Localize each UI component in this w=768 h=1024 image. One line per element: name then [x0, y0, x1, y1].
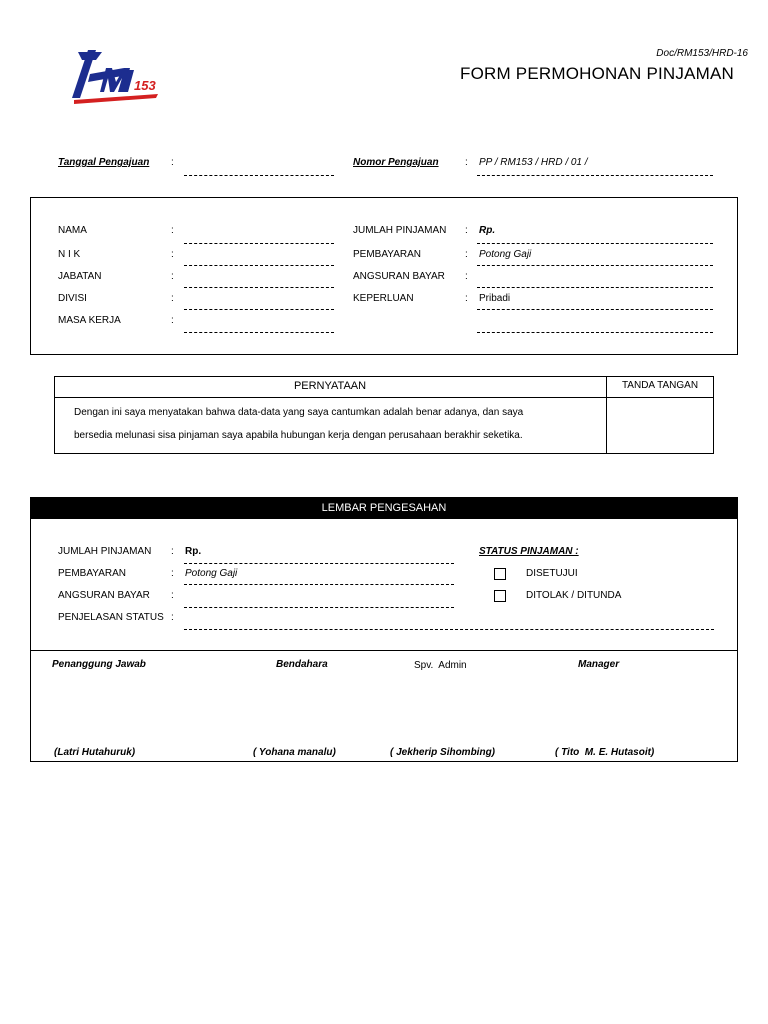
jabatan-field[interactable] — [184, 287, 334, 288]
approval-angsuran-bayar-label: ANGSURAN BAYAR — [58, 590, 150, 601]
pembayaran-value: Potong Gaji — [479, 249, 532, 260]
form-title: FORM PERMOHONAN PINJAMAN — [460, 64, 734, 83]
statement-header-divider — [54, 397, 714, 398]
colon: : — [171, 271, 174, 282]
spv-admin-role: Spv. Admin — [414, 660, 467, 671]
statement-line-1: Dengan ini saya menyatakan bahwa data-data yang saya cantumkan adalah benar adanya, dan saya — [74, 407, 524, 418]
penanggung-jawab-name: (Latri Hutahuruk) — [54, 747, 136, 758]
pembayaran-label: PEMBAYARAN — [353, 249, 421, 260]
penjelasan-status-field[interactable] — [184, 629, 714, 630]
lembar-pengesahan-heading: LEMBAR PENGESAHAN — [30, 497, 738, 519]
nik-label: N I K — [58, 249, 81, 260]
angsuran-bayar-field[interactable] — [477, 287, 713, 288]
divisi-label: DIVISI — [58, 293, 87, 304]
bendahara-role: Bendahara — [276, 659, 328, 670]
tanda-tangan-heading: TANDA TANGAN — [621, 380, 699, 391]
nomor-pengajuan-value: PP / RM153 / HRD / 01 / — [479, 157, 588, 168]
signature-divider — [30, 650, 738, 651]
colon: : — [171, 568, 174, 579]
svg-text:153: 153 — [134, 78, 156, 93]
document-reference: Doc/RM153/HRD-16 — [656, 48, 748, 59]
disetujui-checkbox[interactable] — [494, 568, 506, 580]
angsuran-bayar-label: ANGSURAN BAYAR — [353, 271, 445, 282]
tanggal-pengajuan-label: Tanggal Pengajuan — [58, 157, 150, 168]
colon: : — [171, 546, 174, 557]
keperluan-label: KEPERLUAN — [353, 293, 414, 304]
colon: : — [465, 249, 468, 260]
km153-logo-icon — [72, 46, 164, 108]
jumlah-pinjaman-label: JUMLAH PINJAMAN — [353, 225, 447, 236]
colon: : — [465, 225, 468, 236]
spv-admin-name: ( Jekherip Sihombing) — [390, 747, 496, 758]
colon: : — [171, 315, 174, 326]
nik-field[interactable] — [184, 265, 334, 266]
approval-pembayaran-field[interactable] — [184, 584, 454, 585]
jumlah-pinjaman-field[interactable] — [477, 243, 713, 244]
colon: : — [171, 293, 174, 304]
ditolak-label: DITOLAK / DITUNDA — [526, 590, 622, 601]
pernyataan-heading: PERNYATAAN — [293, 380, 367, 392]
disetujui-label: DISETUJUI — [526, 568, 578, 579]
approval-jumlah-pinjaman-value: Rp. — [185, 546, 202, 557]
manager-name: ( Tito M. E. Hutasoit) — [555, 747, 655, 758]
colon: : — [171, 225, 174, 236]
company-logo — [72, 46, 164, 108]
statement-line-2: bersedia melunasi sisa pinjaman saya apabila hubungan kerja dengan perusahaan berakhir seketika. — [74, 430, 523, 441]
colon: : — [171, 612, 174, 623]
nomor-pengajuan-label: Nomor Pengajuan — [353, 157, 439, 168]
colon: : — [465, 271, 468, 282]
approval-angsuran-bayar-field[interactable] — [184, 607, 454, 608]
penjelasan-status-label: PENJELASAN STATUS — [58, 612, 164, 623]
nama-field[interactable] — [184, 243, 334, 244]
signature-area[interactable] — [608, 399, 712, 452]
divisi-field[interactable] — [184, 309, 334, 310]
approval-pembayaran-label: PEMBAYARAN — [58, 568, 126, 579]
bendahara-name: ( Yohana manalu) — [253, 747, 336, 758]
colon: : — [171, 590, 174, 601]
status-pinjaman-heading: STATUS PINJAMAN : — [479, 546, 579, 557]
colon: : — [465, 157, 468, 168]
nomor-pengajuan-field[interactable] — [477, 175, 713, 176]
masa-kerja-label: MASA KERJA — [58, 315, 121, 326]
approval-pembayaran-value: Potong Gaji — [185, 568, 238, 579]
penanggung-jawab-role: Penanggung Jawab — [52, 659, 146, 670]
tanggal-pengajuan-field[interactable] — [184, 175, 334, 176]
approval-jumlah-pinjaman-field[interactable] — [184, 563, 454, 564]
keperluan-field[interactable] — [477, 309, 713, 310]
manager-role: Manager — [578, 659, 620, 670]
pembayaran-field[interactable] — [477, 265, 713, 266]
colon: : — [465, 293, 468, 304]
colon: : — [171, 249, 174, 260]
masa-kerja-field[interactable] — [184, 332, 334, 333]
keperluan-field-extra[interactable] — [477, 332, 713, 333]
jumlah-pinjaman-value: Rp. — [479, 225, 496, 236]
jabatan-label: JABATAN — [58, 271, 102, 282]
colon: : — [171, 157, 174, 168]
nama-label: NAMA — [58, 225, 87, 236]
keperluan-value: Pribadi — [479, 293, 511, 304]
ditolak-checkbox[interactable] — [494, 590, 506, 602]
approval-jumlah-pinjaman-label: JUMLAH PINJAMAN — [58, 546, 152, 557]
